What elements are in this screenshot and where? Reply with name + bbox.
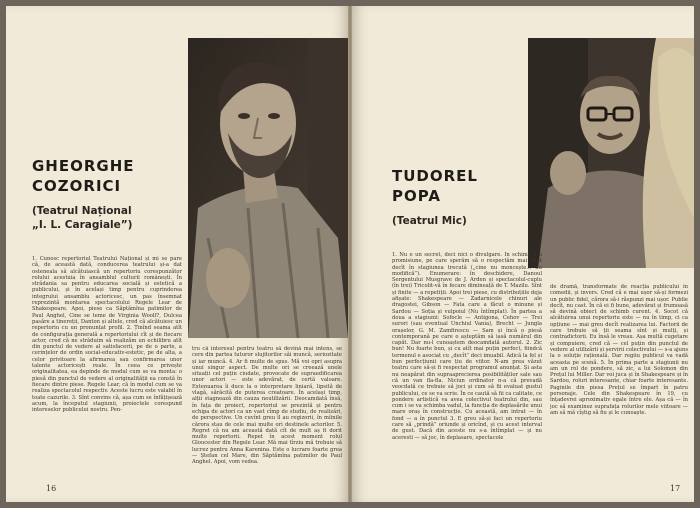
left-name-line2: COZORICI (32, 177, 122, 195)
right-page-actor-name (392, 166, 478, 206)
popa-portrait-photo (528, 38, 694, 268)
left-page-number: 16 (46, 484, 57, 493)
left-page (6, 6, 348, 502)
right-page-text-column-1: 1. Nu e un secret, deci nici o divulgare. În schimb e o promisiune, pe care sperăm să o respectăm mai mult decît în stagiunea trecută („cine nu moncește... nu modifică”). Enumerare: în deschidere, Danoul Sergentului Musgrave de J. Arden și spectacolul-cuplu (în trei) Tricolit-vă în fecare dimineață de T. Mazilu. Sînt și finite — a repetiții. Apoi trei piese, cu distribuțiile deja afișate: Shakespeare — Zadarnicele chinuri ale dragostei, Gibson — Fata care a făcut o minune și Sardou — Soția și vulpoiul (Nu întîmplat). În partea a doua a stagiunii: Sofocle — Antigona, Cehov — Trei surori (sau eventual Unchiul Vania), Brecht — Jungla orașelor, G. M. Zamfirescu — Sam și încă o piesă contemporană pe care o așteptăm să iasă numărul din capăt. Dar nu-l cunoaștem deocamdată autorul. 2. Zic bun! Nu foarte bun, și cu atît mai puțin perfect, fiindcă termenul e asociat cu „decît” deci imuabil. Adică la fel și bun perfecțiunii care țiu de viitor. N-am prea văzut teatru care să-și fi respectat programul anunțat. Și asta nu neapărat din supraaprecierea posibilităților sale sau că un van fla-fla. Niciun ordinator n-a că prevadă veocdată ce trebuie să joci și cum să fii evaluat gustul publicului, ce se va scrie. În ce caută să fii ca calitate, ce pondere artistică va avea colectivul teatrului din, sau cum i se va schimba vadul, la funcția de deplasările unui mare oraș în construcție. Cu această, am intrat — în fond — a în punctul 3. E greu să-și faci un repertoriu care să „prindă” oriunde și oricînd, și cu acest interval de gust. Dacă din aceste nu s-a întîmplat — și nu aceresti — să joc, în deplasare, spectacole (392, 252, 542, 441)
cozorici-portrait-photo (188, 38, 348, 338)
left-page-actor-name (32, 156, 135, 196)
left-theatre-line1: (Teatrul Național (32, 205, 132, 217)
right-page-text-column-2: de dramă, transformate de reacția publicului în comedii, și invers. Cred că e mai ușor să-și formezi un public fidel, cărora să-i răspunzi mai ușor. Publie decît, nu cast. În că ei fi bune, adevărat și frumoasă să devină obiect de schimb curent. 4. Socot că alcătuirea unui repertoriu este — nu în timp, ci ca opțiune — mai greu decît realizarea lui. Factorii de care trebuie să ții seama sînt și mulți, și contradictorii. Eu însă le vreau. Așa multă cugetare și compuiere, cred că — cel puțin din punctul de vedere al utilizării și șervirii colectivului — s-a ajuns la o soluție rațională. Dar regiiu publicul va vadă aceasta pe scenă. 5. În prima parte a stagiunii nu am un rol de pondere, să zic, a lui Solomon din Prețul lui Miller. Dar voi juca și în Shakespeare și în Sardou, roluri interesante, chiar foarte interesante. Paginile din piesa Prețul se împart în patru personaje. Cele din Shakespeare în 19, cu înțadevrei aproximativ egale între ele. Așa că — în joc să examinez suprafața rolurilor mele viitoare — am să mă cîștig să fiu și le cunoaște. (550, 284, 688, 416)
right-page-theatre (392, 214, 467, 228)
portrait-image-icon (188, 38, 348, 338)
right-name-line2: POPA (392, 187, 441, 205)
right-name-line1: TUDOREL (392, 167, 478, 185)
portrait-image-icon (528, 38, 694, 268)
left-page-text-column-2: tru că interesul pentru teatru să devină mai intens, se cere din partea tuturor slujitorilor săi muncă, seriozitate și iar muncă. 4. Ar fi multe de spus. Mă voi opri asupra unui singur aspect. De multe ori se creează unele situații cel puțin ciudate, provocate de supraedificarea unor actori — este adevărat, de certă valoare. Extenuarea îi duce la o interpretare liniară, lipsită de vlagă, sărăcită de puterea creatoare. În același timp, alții stagnează din cauza neutilizării. Deocamdată însă, în fața de proiect, repertoriul se prezintă și pentru echipa de actori ca un vast cîmp de studiu, de realizări, de perspective. Un cuvînt greu îl au regizorii, în mîinile cărora stau de cele mai multe ori destinele actorilor. 5. Regret că nu am această dată cît de mult aș fi dorit multe repertorii. Repet în acest moment rolul Gloucester din Regele Lear. Mă mai tîrziu mă trebuie să lucrez pentru Anna Karenina. Este o lucrare foarte grea — Ștefan cel Mare, din Săptămîna patimilor de Paul Anghel. Apoi, vom vedea. (192, 346, 342, 466)
left-page-text-column-1: 1. Cunosc repertoriul Teatrului Național și mi se pare că, de această dată, conducerea teatrului și-a dat osteneala să alcătuiască un repertoriu corespunzător rolului acestuia în ansamblul culturii românești. În strădania sa pentru educarea socială și estetică a publicului, și în același timp pentru cuprinderea integrului ansamblu actoricesc, un pas însemnat reprezintă montarea spectacolului Regele Lear de Shakespeare. Apoi, piese ca Săptămîna patimilor de Paul Anghel, Cine se teme de Virginia Woolf?, Dulcea pasăre a tinereții, Danton și altele, cred că alcătuiesc un repertoriu cu un pronunțat profil. 2. Ținînd seama atît de configurația generală a repertoriului cît și de fiecare actor, cred că ne străduim să realizăm un echilibru atît din punctul de vedere al satisfacerii, pe de o parte, a cerințelor de ordin social-educativ-estetic, pe de alta, a celor privitoare la afirmarea sau confirmarea unor talente actoricești reale. În ceea ce privește originalitatea, ea depinde de modul cum se va monta: o piesă din punctul de vedere al originalității ea constă în fiecare dintre piese. Regele Lear, că în modul cum se va realiza spectacolul respectiv. Aceste lucru este valabil în toate cazurile. 3. Sînt convins că, așa cum se înfățișează acum, la începutul stagiunii, proiectele corespund intereselor publicului nostru. Pen- (32, 256, 182, 414)
right-page (352, 6, 694, 502)
right-page-number: 17 (670, 484, 681, 493)
left-theatre-line2: „I. L. Caragiale”) (32, 219, 133, 231)
left-page-theatre (32, 204, 132, 232)
right-theatre-line: (Teatrul Mic) (392, 215, 467, 227)
left-name-line1: GHEORGHE (32, 157, 135, 175)
